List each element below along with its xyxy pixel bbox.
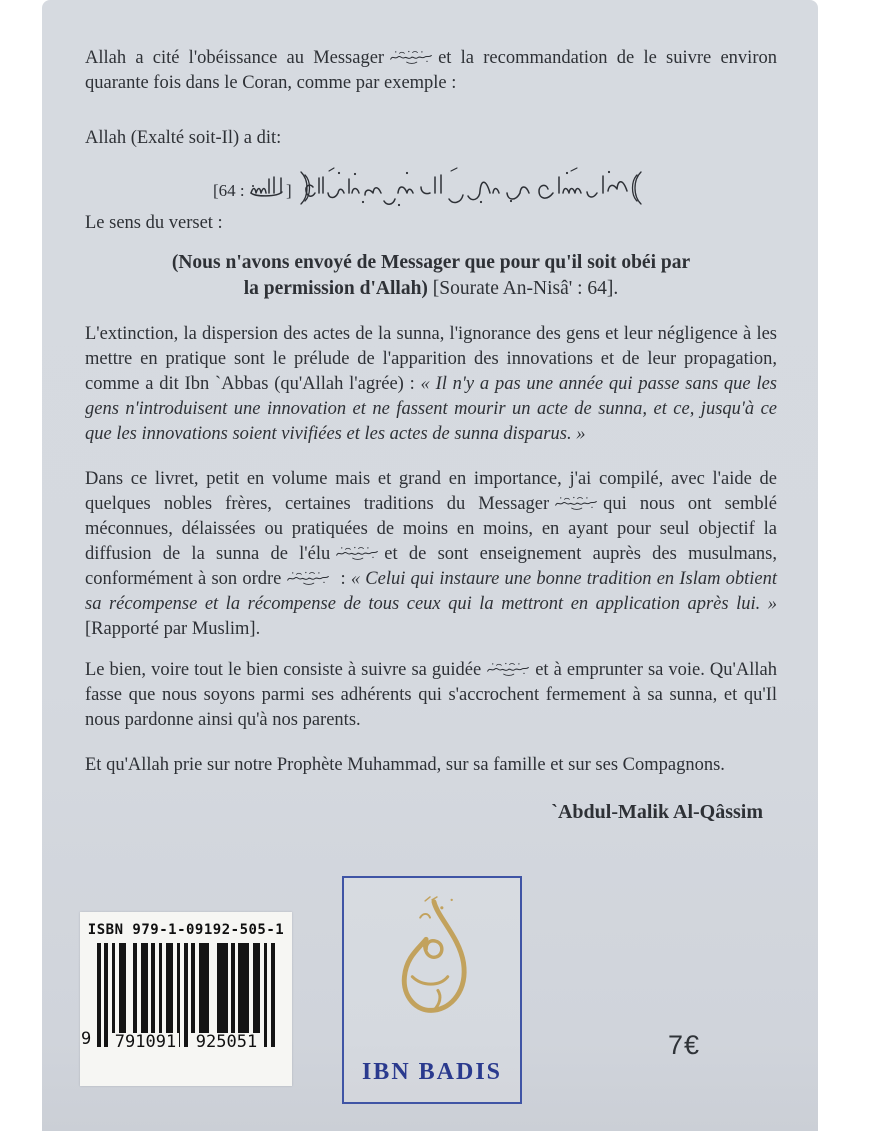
verse-reference-bracket: ] (286, 181, 292, 200)
ornamental-bracket-left-icon (301, 172, 310, 204)
back-cover-blurb (85, 46, 777, 825)
verse-calligraphy (306, 168, 627, 206)
translation-source: [Sourate An-Nisâ' : 64]. (432, 278, 619, 299)
barcode-bar (217, 943, 228, 1033)
barcode-gap (126, 943, 133, 1033)
paragraph-booklet (85, 467, 777, 642)
paragraph-verse-meaning-label: Le sens du verset : (85, 213, 223, 233)
saw-honorific-icon (486, 661, 530, 677)
paragraph-le-bien (85, 658, 777, 733)
barcode-bar (271, 943, 275, 1047)
saw-honorific-icon (335, 545, 379, 561)
ibn-abbas-quote: « Il n'y a pas une année qui passe sans que les gens n'introduisent une innovation et ne fassent mourir un acte de sunna, et ce, jusqu'à ce que les innovations soient vivifiées et les actes de sunna disparus. » (85, 374, 777, 444)
translation-line1: (Nous n'avons envoyé de Messager que pour qu'il soit obéi par (171, 252, 691, 273)
quran-verse-arabic (211, 165, 651, 211)
publisher-name: IBN BADIS (361, 1059, 503, 1085)
saw-honorific-icon (286, 570, 330, 586)
text-run: Le bien, voire tout le bien consiste à suivre sa guidée (85, 660, 482, 680)
barcode-bar (199, 943, 210, 1033)
publisher-logo-box (342, 876, 522, 1104)
barcode-digit-group: 925051 (193, 1033, 260, 1051)
barcode-bar (238, 943, 249, 1033)
ornamental-bracket-right-icon (633, 172, 642, 204)
translation-line2: la permission d'Allah) (243, 278, 433, 299)
paragraph-allah-said: Allah (Exalté soit-Il) a dit: (85, 128, 282, 148)
barcode-bar (141, 943, 148, 1033)
text-run: L'extinction, la dispersion des actes de la sunna, l'ignorance des gens et leur négligence à les mettre en pratique sont le prélude de l'apparition des innovations et de leur propagation, comme a dit Ibn `Abbas (qu'Allah l'agrée) : (85, 324, 777, 394)
author-name: `Abdul-Malik Al-Qâssim (551, 801, 763, 823)
barcode-first-digit: 9 (81, 1029, 92, 1049)
arabic-word-annisa-calligraphy (251, 177, 282, 196)
barcode (81, 943, 275, 1063)
saw-honorific-icon (389, 49, 433, 65)
book-back-cover (42, 0, 818, 1131)
barcode-gap (209, 943, 216, 1033)
text-run: qui nous ont semblé méconnues, délaissées ou pratiquées de moins en moins, en ayant pour seul objectif la diffusion de la sunna de l'élu (85, 494, 777, 564)
isbn-number: ISBN 979-1-09192-505-1 (87, 922, 285, 938)
text-run: et à emprunter sa voie. Qu'Allah fasse que nous soyons parmi ses adhérents qui s'accrochent fermement à sa sunna, et qu'Il nous pardonne ainsi qu'à nos parents. (85, 660, 777, 730)
price: 7€ (668, 1030, 701, 1060)
verse-translation (85, 250, 777, 302)
paragraph-extinction (85, 322, 777, 447)
verse-reference-digits: [64 : (213, 181, 245, 200)
hadith-source: [Rapporté par Muslim]. (85, 619, 261, 639)
text-run: et la recommandation de le suivre environ quarante fois dans le Coran, comme par exemple : (85, 48, 777, 93)
barcode-digits (105, 1033, 267, 1051)
paragraph-closing-prayer: Et qu'Allah prie sur notre Prophète Muhammad, sur sa famille et sur ses Compagnons. (85, 755, 725, 775)
barcode-bar (119, 943, 126, 1033)
text-run: Allah a cité l'obéissance au Messager (85, 48, 385, 68)
hadith-quote: « Celui qui instaure une bonne tradition en Islam obtient sa récompense et la récompense de tous ceux qui la mettront en application après lui. » (85, 569, 778, 614)
ibn-badis-calligraphy-icon (382, 894, 482, 1022)
text-run: : (335, 569, 351, 589)
isbn-barcode-label (80, 912, 292, 1086)
barcode-digit-group: 791091 (112, 1033, 179, 1051)
text-run: et de sont enseignement auprès des musulmans, conformément à son ordre (85, 544, 777, 589)
paragraph-intro (85, 46, 777, 96)
barcode-bar (253, 943, 260, 1033)
barcode-bar (166, 943, 173, 1033)
saw-honorific-icon (554, 495, 598, 511)
text-run: Dans ce livret, petit en volume mais et grand en importance, j'ai compilé, avec l'aide de quelques nobles frères, certaines traditions du Messager (85, 469, 777, 514)
